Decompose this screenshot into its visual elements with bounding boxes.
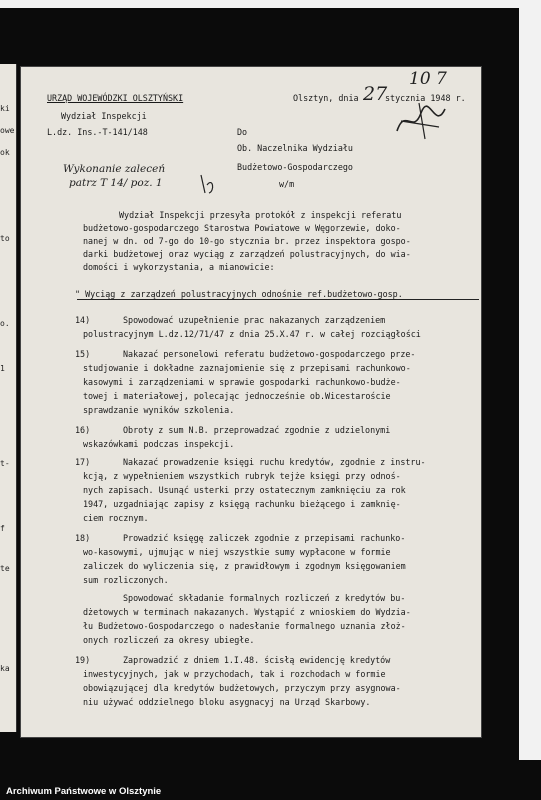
intro-line: Wydział Inspekcji przesyła protokół z inspekcji referatu — [119, 210, 402, 220]
department-name: Wydział Inspekcji — [61, 111, 147, 121]
item-line: Zaprowadzić z dniem 1.I.48. ścisłą ewidencję kredytów — [123, 655, 391, 665]
handwritten-note-line2: patrz T 14/ poz. 1 — [69, 177, 163, 189]
handwritten-mark — [197, 173, 217, 195]
item-line: 1947, uzgadniając zapisy z księgą rachunku bieżącego i zamknię- — [83, 499, 401, 509]
item-line: Spowodować składanie formalnych rozliczeń z kredytów bu- — [123, 593, 406, 603]
dateline-city: Olsztyn, dnia — [293, 93, 359, 103]
reference-number: L.dz. Ins.-T-141/148 — [47, 127, 148, 137]
dateline-day: 27 — [363, 83, 388, 105]
item-line: Nakazać prowadzenie księgi ruchu kredytów, zgodnie z instru- — [123, 457, 426, 467]
fragment-text: 1 — [0, 364, 5, 373]
intro-line: nanej w dn. od 7-go do 10-go stycznia br. przez inspektora gospo- — [83, 236, 411, 246]
fragment-text: ka — [0, 664, 10, 673]
fragment-text: te — [0, 564, 10, 573]
film-edge-top — [0, 0, 519, 8]
film-edge-right — [519, 0, 541, 760]
fragment-text: o. — [0, 319, 10, 328]
handwritten-note-line1: Wykonanie zaleceń — [63, 163, 166, 175]
signature-scribble — [391, 101, 451, 141]
office-name: URZĄD WOJEWÓDZKI OLSZTYŃSKI — [47, 93, 184, 103]
fragment-text: owe — [0, 126, 15, 135]
item-number: 14) — [75, 315, 91, 325]
item-line: ciem rocznym. — [83, 513, 149, 523]
item-line: Prowadzić księgę zaliczek zgodnie z przepisami rachunko- — [123, 533, 406, 543]
item-line: kcją, z wypełnieniem wszystkich rubryk tejże księgi przy odnoś- — [83, 471, 401, 481]
fragment-text: t- — [0, 459, 10, 468]
fragment-text: f — [0, 524, 5, 533]
heading-underline — [77, 299, 479, 300]
recipient-to: Do — [237, 127, 248, 137]
document-page — [20, 66, 482, 738]
fragment-text: to — [0, 234, 10, 243]
item-line: obowiązującej dla kredytów budżetowych, przyczym przy asygnowa- — [83, 683, 401, 693]
recipient-line1: Ob. Naczelnika Wydziału — [237, 143, 353, 153]
item-line: Spowodować uzupełnienie prac nakazanych zarządzeniem — [123, 315, 386, 325]
item-number: 17) — [75, 457, 91, 467]
fragment-text: ok — [0, 148, 10, 157]
item-line: kasowymi i zarządzeniami w sprawie gospodarki rachunkowo-budże- — [83, 377, 401, 387]
item-line: wo-kasowymi, ujmując w niej wszystkie sumy wypłacone w formie — [83, 547, 391, 557]
item-line: polustracyjnym L.dz.12/71/47 z dnia 25.X.47 r. w całej rozciągłości — [83, 329, 421, 339]
item-line: sprawdzanie wyników szkolenia. — [83, 405, 235, 415]
item-line: Obroty z sum N.B. przeprowadzać zgodnie z udzielonymi — [123, 425, 391, 435]
item-number: 18) — [75, 533, 91, 543]
item-line: nych zapisach. Usunąć usterki przy ostatecznym zamknięciu za rok — [83, 485, 406, 495]
handwritten-number: 10 7 — [409, 69, 447, 89]
intro-line: budżetowo-gospodarczego Starostwa Powiatowe w Węgorzewie, doko- — [83, 223, 401, 233]
item-line: łu Budżetowo-Gospodarczego o nadesłanie formalnego uznania złoż- — [83, 621, 406, 631]
item-line: onych rozliczeń za okresy ubiegłe. — [83, 635, 255, 645]
item-line: towej i materiałowej, polecając jednocześnie ob.Wicestaroście — [83, 391, 391, 401]
recipient-line3: w/m — [279, 179, 295, 189]
item-line: inwestycyjnych, jak w przychodach, tak i rozchodach w formie — [83, 669, 386, 679]
item-number: 15) — [75, 349, 91, 359]
fragment-text: ki — [0, 104, 10, 113]
item-number: 19) — [75, 655, 91, 665]
archive-name: Archiwum Państwowe w Olsztynie — [6, 786, 162, 797]
item-line: wskazówkami podczas inspekcji. — [83, 439, 235, 449]
item-line: zaliczek do wyliczenia się, z prawidłowym i zgodnym księgowaniem — [83, 561, 406, 571]
archive-footer — [0, 760, 541, 800]
dateline-month-year: stycznia 1948 r. — [385, 93, 466, 103]
adjacent-page-fragment — [0, 64, 17, 732]
recipient-line2: Budżetowo-Gospodarczego — [237, 162, 353, 172]
intro-line: domości i wykorzystania, a mianowicie: — [83, 262, 275, 272]
item-line: dżetowych w terminach nakazanych. Wystąpić z wnioskiem do Wydzia- — [83, 607, 411, 617]
item-line: sum rozliczonych. — [83, 575, 169, 585]
item-line: studjowanie i dokładne zaznajomienie się z przepisami rachunkowo- — [83, 363, 411, 373]
item-line: Nakazać personelowi referatu budżetowo-gospodarczego prze- — [123, 349, 416, 359]
intro-line: darki budżetowej oraz wyciąg z zarządzeń polustracyjnych, do wia- — [83, 249, 411, 259]
item-number: 16) — [75, 425, 91, 435]
section-heading: " Wyciąg z zarządzeń polustracyjnych odnośnie ref.budżetowo-gosp. — [75, 289, 403, 299]
item-line: niu używać oddzielnego bloku asygnacyj na Urząd Skarbowy. — [83, 697, 371, 707]
